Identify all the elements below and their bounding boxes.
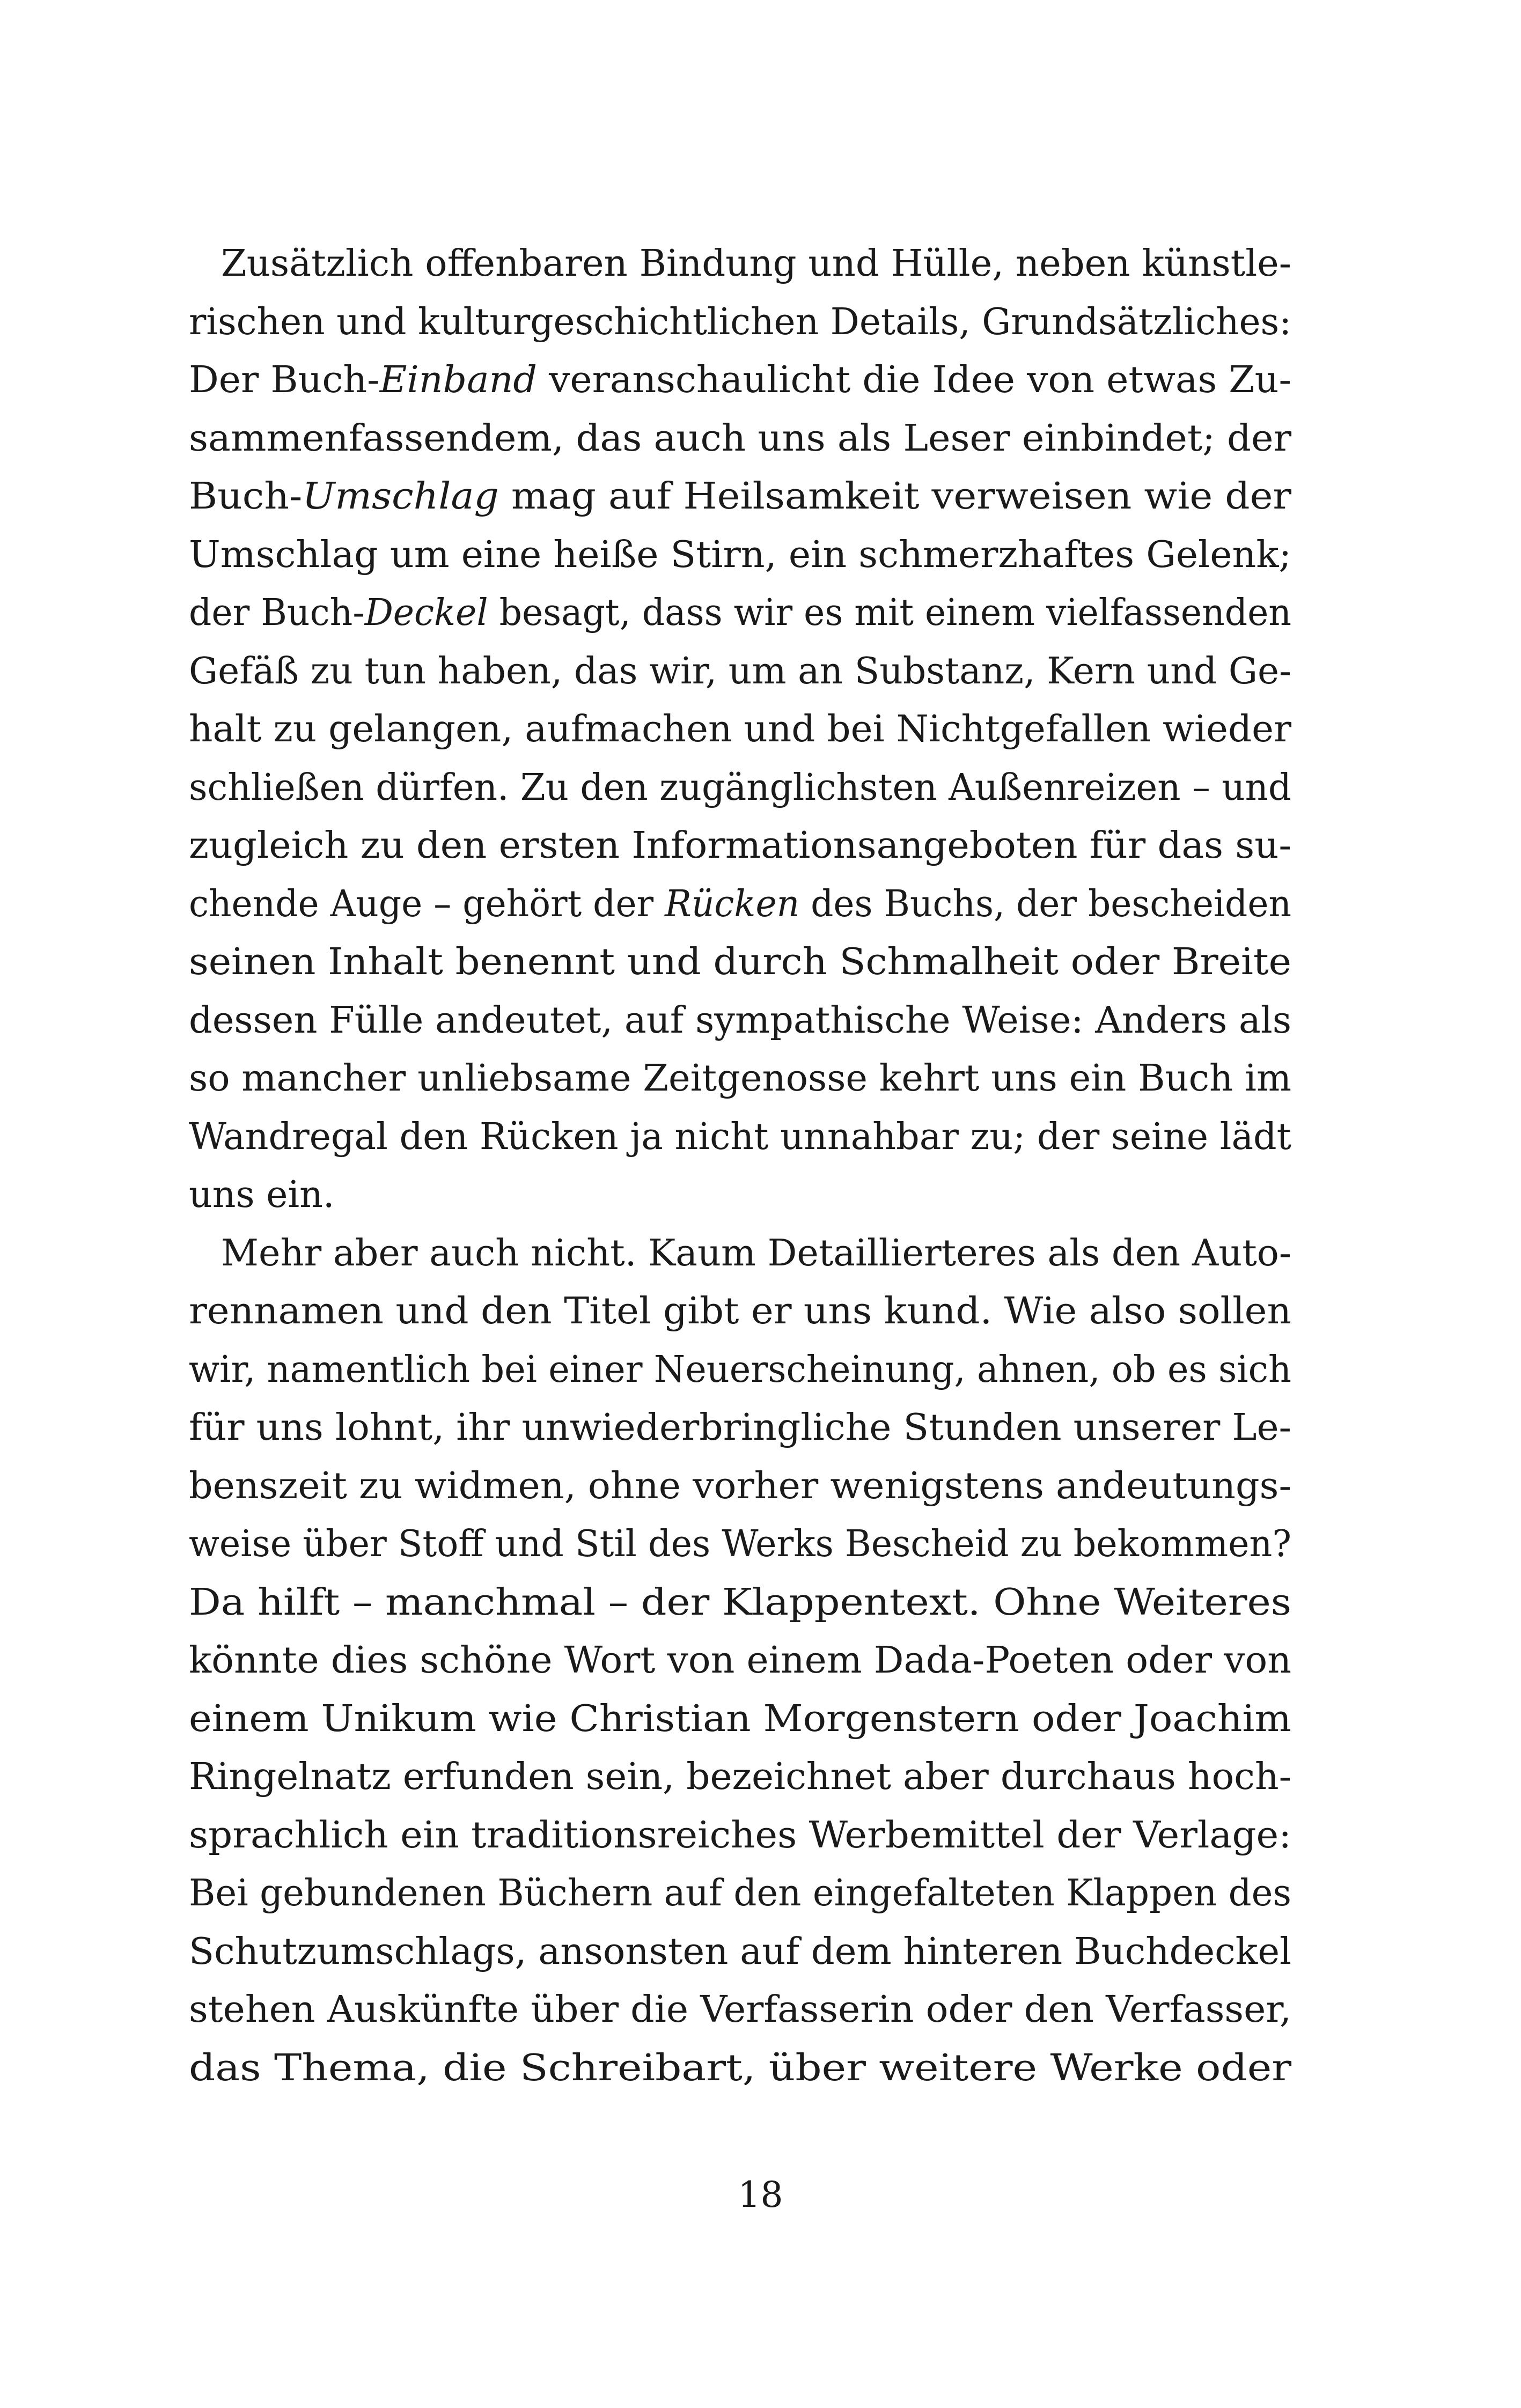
emphasis: Rücken (665, 882, 800, 925)
text-line-content: einem Unikum wie Christian Morgenstern oder Joachim (189, 1697, 1291, 1740)
text-line-content: Wandregal den Rücken ja nicht unnahbar zu; der seine lädt (189, 1115, 1291, 1158)
text-line (189, 1457, 1291, 1516)
text-line-content: rennamen und den Titel gibt er uns kund. Wie also sollen (189, 1290, 1291, 1332)
text-line (189, 1748, 1291, 1807)
text-line-content: zugleich zu den ersten Informationsangeboten für das su- (189, 824, 1291, 867)
text-line-content: chende Auge – gehört der Rücken des Buchs, der bescheiden (189, 882, 1291, 925)
text-line-content: sprachlich ein traditionsreiches Werbemittel der Verlage: (189, 1814, 1291, 1857)
text-line (189, 1341, 1291, 1400)
text-line-content: könnte dies schöne Wort von einem Dada-Poeten oder von (189, 1639, 1291, 1682)
text-line-content: Ringelnatz erfunden sein, bezeichnet aber durchaus hoch- (189, 1756, 1291, 1798)
page-number: 18 (738, 2174, 783, 2215)
emphasis: Umschlag (302, 475, 499, 518)
text-line-content: stehen Auskünfte über die Verfasserin oder den Verfasser, (189, 1989, 1291, 2031)
text-line-content: seinen Inhalt benennt und durch Schmalheit oder Breite (189, 941, 1291, 983)
text-line-content: Der Buch-Einband veranschaulicht die Idee von etwas Zu- (189, 359, 1291, 401)
text-line (189, 235, 1291, 293)
text-line-content: Da hilft – manchmal – der Klappentext. Ohne Weiteres (189, 1581, 1291, 1624)
text-line (189, 1108, 1291, 1167)
text-line (189, 1283, 1291, 1341)
text-line-content: wir, namentlich bei einer Neuerscheinung, ahnen, ob es sich (189, 1348, 1291, 1391)
text-line (189, 701, 1291, 759)
text-line (189, 875, 1291, 934)
text-line-content: Buch-Umschlag mag auf Heilsamkeit verweisen wie der (189, 475, 1292, 518)
text-line-content: benszeit zu widmen, ohne vorher wenigstens andeutungs- (189, 1464, 1291, 1507)
text-line (189, 817, 1291, 875)
emphasis: Deckel (364, 592, 488, 634)
text-line (189, 1865, 1291, 1923)
text-line (189, 351, 1291, 410)
text-line (189, 526, 1291, 585)
emphasis: Einband (379, 359, 537, 401)
text-line (189, 933, 1291, 992)
text-line-content: das Thema, die Schreibart, über weitere Werke oder (189, 2046, 1291, 2089)
text-line-content: rischen und kulturgeschichtlichen Details, Grundsätzliches: (189, 300, 1291, 343)
text-line-content: Zusätzlich offenbaren Bindung und Hülle, neben künstle- (221, 242, 1291, 285)
text-line (189, 2039, 1291, 2098)
text-line (189, 1225, 1291, 1283)
text-line (189, 643, 1291, 701)
text-line-content: sammenfassendem, das auch uns als Leser einbindet; der (189, 417, 1291, 460)
text-line (189, 468, 1291, 526)
text-line (189, 1981, 1291, 2039)
text-line-content: uns ein. (189, 1174, 335, 1216)
text-line-content: Umschlag um eine heiße Stirn, ein schmerzhaftes Gelenk; (189, 533, 1291, 576)
text-line-content: schließen dürfen. Zu den zugänglichsten Außenreizen – und (189, 766, 1291, 809)
text-line-content: Gefäß zu tun haben, das wir, um an Substanz, Kern und Ge- (189, 650, 1291, 693)
text-line-content: der Buch-Deckel besagt, dass wir es mit einem vielfassenden (189, 592, 1291, 634)
text-line (189, 1923, 1291, 1982)
text-line (189, 759, 1291, 818)
text-line (189, 1632, 1291, 1690)
text-line (189, 1574, 1291, 1632)
text-line (189, 410, 1291, 468)
text-line (189, 1807, 1291, 1865)
text-line (189, 1399, 1291, 1457)
text-line-content: halt zu gelangen, aufmachen und bei Nichtgefallen wieder (189, 708, 1291, 750)
text-line-content: weise über Stoff und Stil des Werks Bescheid zu bekommen? (189, 1523, 1291, 1565)
text-line (189, 992, 1291, 1050)
text-line-content: Mehr aber auch nicht. Kaum Detaillierteres als den Auto- (221, 1232, 1291, 1275)
text-line (189, 1050, 1291, 1108)
text-line-content: Schutzumschlags, ansonsten auf dem hinteren Buchdeckel (189, 1930, 1291, 1973)
text-line (189, 1166, 1291, 1225)
text-line-content: Bei gebundenen Büchern auf den eingefalteten Klappen des (189, 1872, 1291, 1914)
text-line-content: dessen Fülle andeutet, auf sympathische Weise: Anders als (189, 999, 1291, 1042)
text-line (189, 293, 1291, 352)
body-text (189, 235, 1291, 2097)
text-line-content: so mancher unliebsame Zeitgenosse kehrt uns ein Buch im (189, 1057, 1291, 1100)
text-line (189, 1515, 1291, 1574)
text-line (189, 584, 1291, 643)
text-line (189, 1690, 1291, 1749)
text-line-content: für uns lohnt, ihr unwiederbringliche Stunden unserer Le- (189, 1406, 1291, 1449)
